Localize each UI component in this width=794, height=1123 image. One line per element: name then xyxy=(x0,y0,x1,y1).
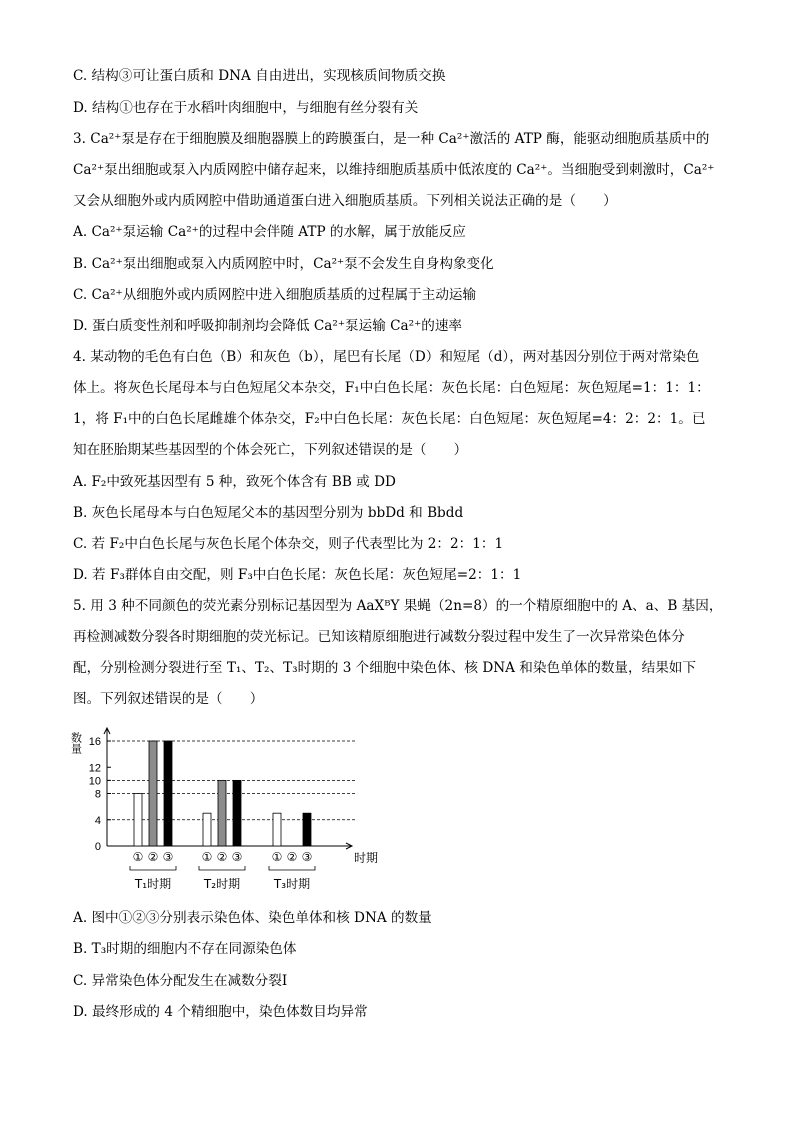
question-4-stem-3: 1，将 F₁中的白色长尾雌雄个体杂交，F₂中白色长尾：灰色长尾：白色短尾：灰色短尾=4：2：2：1。已 xyxy=(73,411,706,427)
y-tick-label-8: 8 xyxy=(94,788,101,801)
x-axis-label: 时期 xyxy=(354,851,379,865)
option-b-q3: B. Ca²⁺泵出细胞或泵入内质网腔中时，Ca²⁺泵不会发生自身构象变化 xyxy=(73,256,494,272)
bar-1-3 xyxy=(164,741,172,846)
bar-2-2 xyxy=(218,780,226,846)
question-5-stem-3: 配，分别检测分裂进行至 T₁、T₂、T₃时期的 3 个细胞中染色体、核 DNA 和染色单体的数量，结果如下 xyxy=(73,660,696,676)
question-5-stem-2: 再检测减数分裂各时期细胞的荧光标记。已知该精原细胞进行减数分裂过程中发生了一次异常染色体分 xyxy=(73,629,685,645)
bar-chart-svg xyxy=(62,718,392,902)
question-3-stem-3: 又会从细胞外或内质网腔中借助通道蛋白进入细胞质基质。下列相关说法正确的是（ ） xyxy=(73,193,617,209)
option-c-q2: C. 结构③可让蛋白质和 DNA 自由进出，实现核质间物质交换 xyxy=(73,68,446,84)
bar-2-1 xyxy=(203,813,211,846)
bar-chart xyxy=(62,718,392,902)
question-5-stem-1: 5. 用 3 种不同颜色的荧光素分别标记基因型为 AaXᴮY 果蝇（2n=8）的一个精原细胞中的 A、a、B 基因， xyxy=(73,598,723,614)
question-4-stem-2: 体上。将灰色长尾母本与白色短尾父本杂交，F₁中白色长尾：灰色长尾：白色短尾：灰色短尾=1：1：1： xyxy=(73,380,710,396)
bar-label-2-2: ② xyxy=(216,850,228,864)
bar-label-3-3: ③ xyxy=(301,850,313,864)
bar-label-1-3: ③ xyxy=(162,850,174,864)
question-3-stem-2: Ca²⁺泵出细胞或泵入内质网腔中储存起来，以维持细胞质基质中低浓度的 Ca²⁺。当细胞受到刺激时，Ca²⁺ xyxy=(73,162,715,178)
option-d-q5: D. 最终形成的 4 个精细胞中，染色体数目均异常 xyxy=(73,1004,368,1020)
option-c-q3: C. Ca²⁺从细胞外或内质网腔中进入细胞质基质的过程属于主动运输 xyxy=(73,287,477,303)
y-tick-label-0: 0 xyxy=(94,841,101,853)
option-d-q2: D. 结构①也存在于水稻叶肉细胞中，与细胞有丝分裂有关 xyxy=(73,100,419,116)
question-5-stem-4: 图。下列叙述错误的是（ ） xyxy=(73,691,264,707)
group-bracket-2 xyxy=(199,866,245,870)
bar-3-3 xyxy=(303,813,311,846)
bar-1-1 xyxy=(134,794,142,847)
option-b-q5: B. T₃时期的细胞内不存在同源染色体 xyxy=(73,941,297,957)
group-label-3: T₃时期 xyxy=(273,877,311,891)
group-bracket-1 xyxy=(130,866,176,870)
option-a-q3: A. Ca²⁺泵运输 Ca²⁺的过程中会伴随 ATP 的水解，属于放能反应 xyxy=(73,224,466,240)
option-b-q4: B. 灰色长尾母本与白色短尾父本的基因型分别为 bbDd 和 Bbdd xyxy=(73,505,464,521)
question-4-stem-1: 4. 某动物的毛色有白色（B）和灰色（b），尾巴有长尾（D）和短尾（d），两对基因分别位于两对常染色 xyxy=(73,349,700,365)
bar-label-3-1: ① xyxy=(271,850,283,864)
option-a-q4: A. F₂中致死基因型有 5 种，致死个体含有 BB 或 DD xyxy=(73,474,396,490)
bar-label-3-2: ② xyxy=(286,850,298,864)
option-d-q4: D. 若 F₃群体自由交配，则 F₃中白色长尾：灰色长尾：灰色短尾=2：1：1 xyxy=(73,567,522,583)
bar-label-1-1: ① xyxy=(132,850,144,864)
bar-3-1 xyxy=(273,813,281,846)
group-label-2: T₂时期 xyxy=(203,877,241,891)
option-c-q4: C. 若 F₂中白色长尾与灰色长尾个体杂交，则子代表型比为 2：2：1：1 xyxy=(73,536,504,552)
y-tick-label-10: 10 xyxy=(88,775,101,788)
bar-1-2 xyxy=(149,741,157,846)
y-tick-label-12: 12 xyxy=(88,762,101,775)
group-label-1: T₁时期 xyxy=(134,877,172,891)
option-d-q3: D. 蛋白质变性剂和呼吸抑制剂均会降低 Ca²⁺泵运输 Ca²⁺的速率 xyxy=(73,318,463,334)
y-tick-label-16: 16 xyxy=(88,736,101,748)
bar-label-2-1: ① xyxy=(201,850,213,864)
y-axis-label: 数量 xyxy=(69,732,83,754)
question-3-stem-1: 3. Ca²⁺泵是存在于细胞膜及细胞器膜上的跨膜蛋白，是一种 Ca²⁺激活的 ATP 酶，能驱动细胞质基质中的 xyxy=(73,131,710,147)
bar-label-1-2: ② xyxy=(147,850,159,864)
y-tick-label-4: 4 xyxy=(94,814,101,827)
option-c-q5: C. 异常染色体分配发生在减数分裂Ⅰ xyxy=(73,973,288,989)
question-4-stem-4: 知在胚胎期某些基因型的个体会死亡，下列叙述错误的是（ ） xyxy=(73,442,468,458)
bar-2-3 xyxy=(233,780,241,846)
group-bracket-3 xyxy=(269,866,315,870)
option-a-q5: A. 图中①②③分别表示染色体、染色单体和核 DNA 的数量 xyxy=(73,910,432,926)
bar-label-2-3: ③ xyxy=(231,850,243,864)
